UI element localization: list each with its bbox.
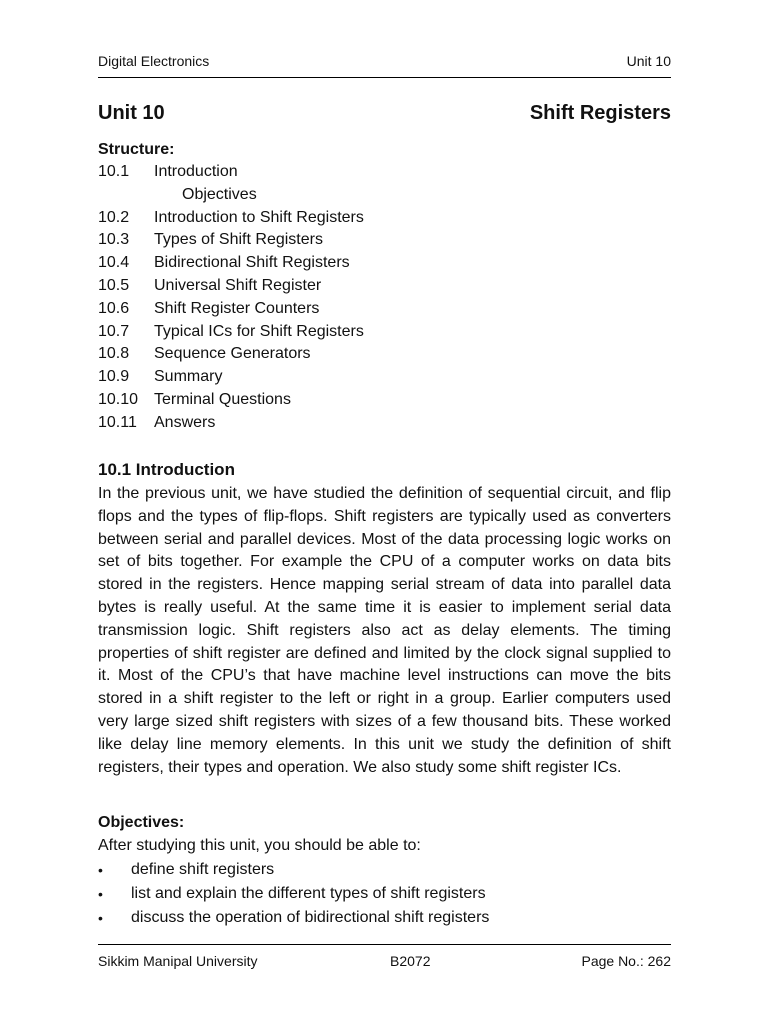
toc-item-number: 10.2 bbox=[98, 208, 130, 226]
toc-item-label: Summary bbox=[154, 368, 223, 386]
unit-number: Unit 10 bbox=[98, 102, 165, 124]
toc-item-number: 10.6 bbox=[98, 299, 130, 317]
toc-item-label: Universal Shift Register bbox=[154, 276, 322, 294]
toc-item bbox=[98, 184, 364, 207]
header-unit-label: Unit 10 bbox=[626, 53, 671, 69]
unit-title bbox=[98, 102, 671, 125]
toc-item bbox=[98, 389, 364, 412]
toc-item bbox=[98, 161, 364, 184]
toc-item-label: Introduction to Shift Registers bbox=[154, 208, 364, 226]
toc-item-number: 10.9 bbox=[98, 368, 130, 386]
toc-item bbox=[98, 343, 364, 366]
objectives-heading: Objectives: bbox=[98, 814, 185, 831]
objective-text: define shift registers bbox=[131, 861, 275, 878]
toc-item bbox=[98, 229, 364, 252]
objective-text: discuss the operation of bidirectional shift registers bbox=[131, 909, 490, 926]
running-footer bbox=[98, 953, 671, 971]
toc-item bbox=[98, 207, 364, 230]
toc-item bbox=[98, 412, 364, 435]
unit-name: Shift Registers bbox=[529, 102, 671, 124]
toc-item bbox=[98, 321, 364, 344]
footer-university: Sikkim Manipal University bbox=[98, 953, 258, 969]
toc-item-label: Sequence Generators bbox=[154, 345, 311, 363]
introduction-paragraph: In the previous unit, we have studied the definition of sequential circuit, and flip flops and the types of flip-flops. Shift registers are typically used as converters between serial and parallel devices. Most of the data processing logic works on set of bits together. For example the CPU of a computer works on data bits stored in the registers. Hence mapping serial stream of data into parallel data bytes is really useful. At the same time it is easier to implement serial data transmission logic. Shift registers also act as delay elements. The timing properties of shift register are defined and limited by the clock signal supplied to it. Most of the CPU’s that have machine level instructions can move the bits stored in a shift register to the left or right in a group. Earlier computers used very large sized shift registers with sizes of a few thousand bits. These worked like delay line memory elements. In this unit we study the definition of shift registers, their types and operation. We also study some shift register ICs. bbox=[98, 485, 671, 776]
toc-item bbox=[98, 275, 364, 298]
table-of-contents bbox=[98, 161, 364, 435]
toc-item bbox=[98, 366, 364, 389]
footer-course-code: B2072 bbox=[390, 953, 431, 969]
bullet-icon: • bbox=[98, 910, 103, 926]
toc-item-number: 10.7 bbox=[98, 322, 130, 340]
toc-item-label: Objectives bbox=[182, 185, 257, 203]
document-page bbox=[98, 0, 671, 1024]
objectives-lead-text: After studying this unit, you should be able to: bbox=[98, 837, 421, 854]
toc-item-label: Bidirectional Shift Registers bbox=[154, 254, 350, 272]
toc-item bbox=[98, 252, 364, 275]
introduction-heading: 10.1 Introduction bbox=[98, 460, 235, 479]
running-header bbox=[98, 53, 671, 69]
list-item bbox=[98, 906, 489, 930]
footer-page-number: Page No.: 262 bbox=[581, 953, 671, 969]
toc-item-number: 10.10 bbox=[98, 390, 139, 408]
objectives-list bbox=[98, 858, 489, 930]
toc-item-label: Typical ICs for Shift Registers bbox=[154, 322, 364, 340]
header-rule bbox=[98, 77, 671, 78]
structure-heading: Structure: bbox=[98, 141, 175, 158]
toc-item bbox=[98, 298, 364, 321]
toc-item-label: Introduction bbox=[154, 163, 238, 180]
toc-item-label: Shift Register Counters bbox=[154, 299, 320, 317]
toc-item-label: Terminal Questions bbox=[154, 390, 291, 408]
toc-item-number: 10.8 bbox=[98, 345, 130, 363]
bullet-icon: • bbox=[98, 862, 103, 878]
objective-text: list and explain the different types of shift registers bbox=[131, 885, 486, 902]
toc-item-number: 10.1 bbox=[98, 163, 130, 180]
toc-item-label: Answers bbox=[154, 413, 216, 431]
bullet-icon: • bbox=[98, 886, 103, 902]
toc-item-number: 10.11 bbox=[98, 413, 137, 431]
list-item bbox=[98, 858, 489, 882]
toc-item-number: 10.3 bbox=[98, 231, 130, 249]
header-course-title: Digital Electronics bbox=[98, 53, 210, 69]
footer-rule bbox=[98, 944, 671, 945]
list-item bbox=[98, 882, 489, 906]
toc-item-label: Types of Shift Registers bbox=[154, 231, 323, 249]
toc-item-number: 10.4 bbox=[98, 254, 130, 272]
toc-item-number: 10.5 bbox=[98, 276, 130, 294]
